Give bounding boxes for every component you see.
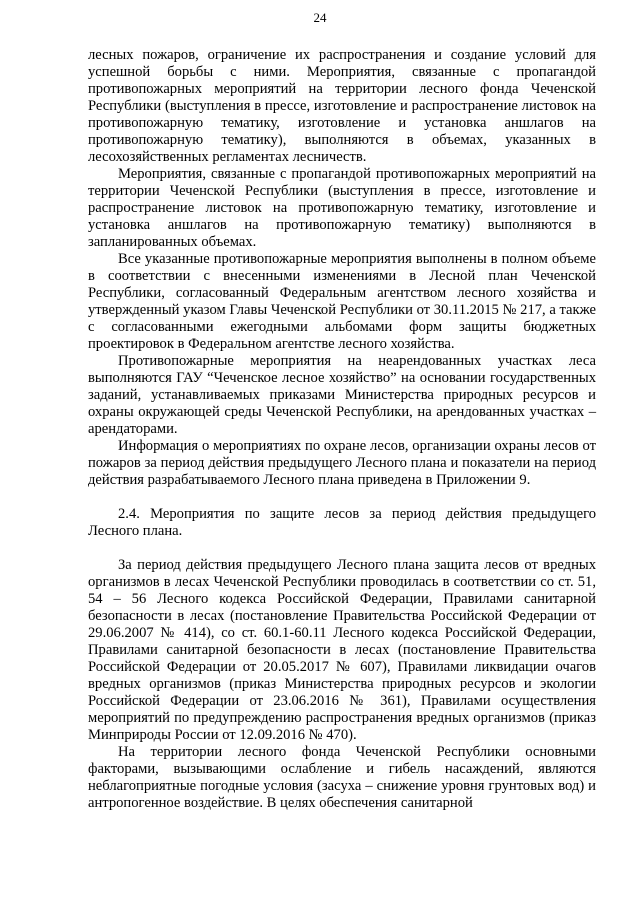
paragraph-fire-propaganda-forest-fund: лесных пожаров, ограничение их распространения и создание условий для успешной борьбы с ними. Мероприятия, связанные с пропагандой противопожарных мероприятий на территории лесного фонда Чеченской Республики (выступления в прессе, изготовление и распространение листовок на противопожарную тематику, изготовление и установка аншлагов на противопожарную тематику), выполняются в объемах, указанных в лесохозяйственных регламентах лесничеств.: [88, 47, 596, 165]
paragraph-appendix-reference: Информация о мероприятиях по охране лесов, организации охраны лесов от пожаров за период действия предыдущего Лесного плана и показатели на период действия разрабатываемого Лесного плана приведена в Приложении 9.: [88, 438, 596, 488]
section-heading: 2.4. Мероприятия по защите лесов за период действия предыдущего Лесного плана.: [88, 506, 596, 539]
page-number: 24: [313, 10, 327, 25]
paragraph-forest-protection-legal-basis: За период действия предыдущего Лесного плана защита лесов от вредных организмов в лесах Чеченской Республики проводилась в соответствии со ст. 51, 54 – 56 Лесного кодекса Российской Федерации, Правилами санитарной безопасности в лесах (постановление Правительства Российской Федерации от 29.06.2007 № 414), со ст. 60.1-60.11 Лесного кодекса Российской Федерации, Правилами санитарной безопасности в лесах (постановление Правительства Российской Федерации от 20.05.2017 № 607), Правилами ликвидации очагов вредных организмов (приказ Министерства природных ресурсов и экологии Российской Федерации от 23.06.2016 № 361), Правилами осуществления мероприятий по предупреждению распространения вредных организмов (приказ Минприроды России от 12.09.2016 № 470).: [88, 557, 596, 743]
paragraph-fire-propaganda-republic: Мероприятия, связанные с пропагандой противопожарных мероприятий на территории Чеченской Республики (выступления в прессе, изготовление и распространение листовок на противопожарную тематику, изготовление и установка аншлагов на противопожарную тематику) выполняются в запланированных объемах.: [88, 166, 596, 250]
paragraph-weakening-factors: На территории лесного фонда Чеченской Республики основными факторами, вызывающими ослабление и гибель насаждений, являются неблагоприятные погодные условия (засуха – снижение уровня грунтовых вод) и антропогенное воздействие. В целях обеспечения санитарной: [88, 744, 596, 811]
document-body: [88, 47, 596, 812]
paragraph-fire-measures-completed: Все указанные противопожарные мероприятия выполнены в полном объеме в соответствии с внесенными изменениями в Лесной план Чеченской Республики, согласованный Федеральным агентством лесного хозяйства и утвержденный указом Главы Чеченской Республики от 30.11.2015 № 217, а также с согласованными ежегодными альбомами форм защиты бюджетных проектировок в Федеральном агентстве лесного хозяйства.: [88, 251, 596, 352]
paragraph-unleased-plots: Противопожарные мероприятия на неарендованных участках леса выполняются ГАУ “Чеченское лесное хозяйство” на основании государственных заданий, устанавливаемых приказами Министерства природных ресурсов и охраны окружающей среды Чеченской Республики, на арендованных участках – арендаторами.: [88, 353, 596, 437]
